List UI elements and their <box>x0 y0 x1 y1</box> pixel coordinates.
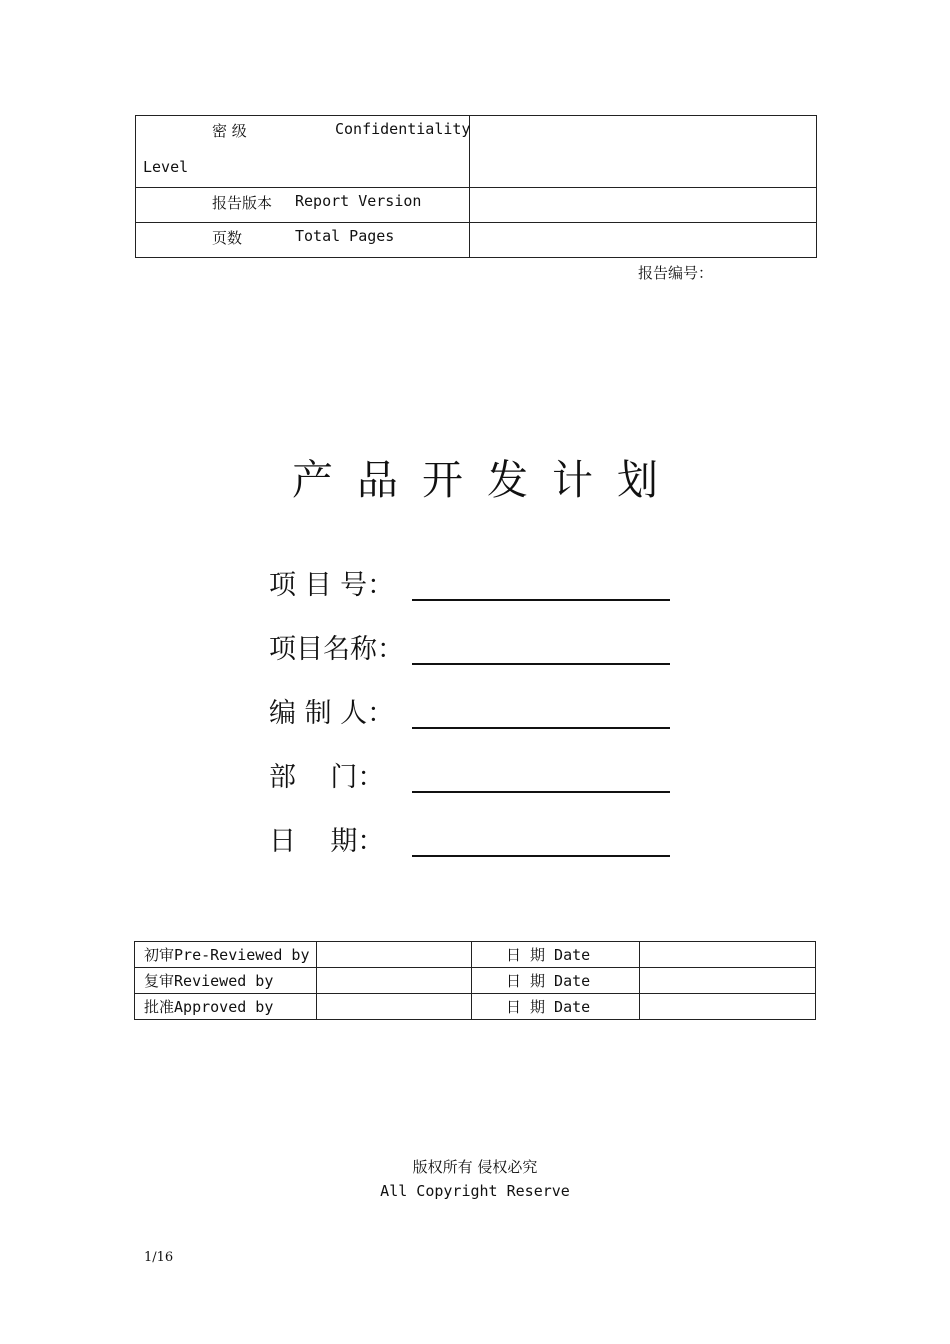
pages-value-cell[interactable] <box>470 223 817 258</box>
date-value-cell[interactable] <box>640 942 816 968</box>
role-en: Pre-Reviewed by <box>174 946 310 964</box>
signature-cell[interactable] <box>317 994 472 1020</box>
signature-cell[interactable] <box>317 968 472 994</box>
confidentiality-row <box>136 116 817 188</box>
field-label: 部 门： <box>269 762 385 793</box>
date-value-cell[interactable] <box>640 994 816 1020</box>
role-cell <box>135 994 317 1020</box>
version-value-cell[interactable] <box>470 188 817 223</box>
role-cell <box>135 942 317 968</box>
date-label: 日 期 Date <box>472 942 640 968</box>
date-value-cell[interactable] <box>640 968 816 994</box>
field-department <box>269 755 679 795</box>
field-input-line[interactable] <box>412 663 670 665</box>
confidentiality-label-en: Confidentiality <box>335 120 471 138</box>
field-input-line[interactable] <box>412 791 670 793</box>
date-label: 日 期 Date <box>472 968 640 994</box>
confidentiality-label-en-level: Level <box>143 158 189 176</box>
field-input-line[interactable] <box>412 855 670 857</box>
pages-label-cell <box>136 223 470 258</box>
report-number-label: 报告编号： <box>638 264 714 282</box>
role-cn: 初审 <box>144 946 175 964</box>
pages-row <box>136 223 817 258</box>
copyright-en: All Copyright Reserve <box>380 1182 570 1200</box>
role-en: Reviewed by <box>174 972 274 990</box>
field-date <box>269 819 679 859</box>
version-label-en: Report Version <box>295 192 422 210</box>
review-table <box>134 941 816 1020</box>
page-number: 1/16 <box>144 1250 174 1265</box>
version-label-cell <box>136 188 470 223</box>
field-input-line[interactable] <box>412 727 670 729</box>
role-en: Approved by <box>174 998 274 1016</box>
copyright-cn: 版权所有 侵权必究 <box>412 1158 538 1176</box>
confidentiality-value-cell[interactable] <box>470 116 817 188</box>
review-row-approved <box>135 994 816 1020</box>
field-project-number <box>269 563 679 603</box>
field-project-name <box>269 627 679 667</box>
version-row <box>136 188 817 223</box>
review-row-pre <box>135 942 816 968</box>
field-label: 日 期： <box>269 826 385 857</box>
document-title: 产品开发计划 <box>292 456 682 504</box>
role-cn: 复审 <box>144 972 175 990</box>
pages-label-cn: 页数 <box>212 229 243 247</box>
field-label: 项目名称： <box>269 634 404 665</box>
field-author <box>269 691 679 731</box>
pages-label-en: Total Pages <box>295 227 395 245</box>
signature-cell[interactable] <box>317 942 472 968</box>
date-label: 日 期 Date <box>472 994 640 1020</box>
review-row-second <box>135 968 816 994</box>
role-cn: 批准 <box>144 998 175 1016</box>
confidentiality-label-cell <box>136 116 470 188</box>
version-label-cn: 报告版本 <box>212 194 273 212</box>
info-table <box>135 115 817 258</box>
field-label: 项 目 号： <box>269 570 395 601</box>
field-label: 编 制 人： <box>269 698 395 729</box>
field-input-line[interactable] <box>412 599 670 601</box>
role-cell <box>135 968 317 994</box>
confidentiality-label-cn: 密 级 <box>212 122 247 140</box>
